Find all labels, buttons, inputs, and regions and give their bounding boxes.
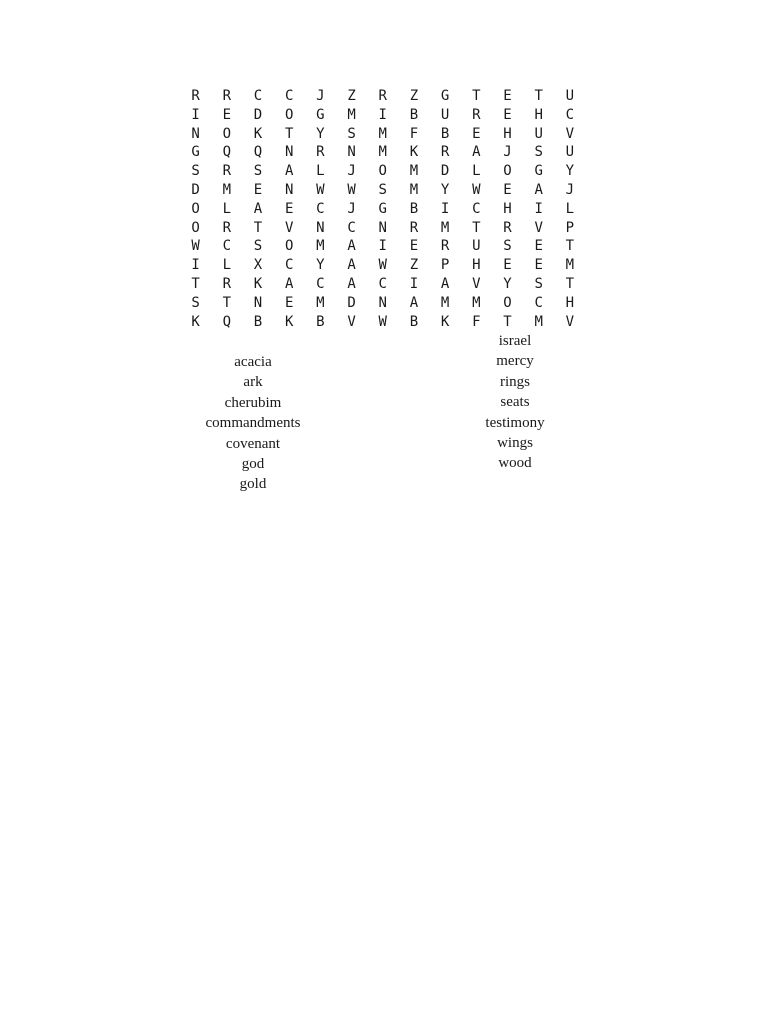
word-item: commandments	[205, 415, 301, 432]
grid-letter: N	[378, 219, 387, 236]
grid-letter: M	[440, 294, 450, 311]
grid-letter: T	[472, 219, 481, 236]
grid-letter: Y	[316, 257, 325, 274]
grid-letter: T	[503, 313, 512, 330]
grid-letter: M	[316, 294, 325, 311]
grid-letter: S	[534, 275, 543, 292]
grid-letter: H	[503, 125, 512, 142]
grid-letter: O	[191, 200, 200, 217]
grid-letter: Y	[565, 163, 575, 180]
grid-letter: B	[409, 200, 419, 217]
grid-letter: R	[409, 219, 419, 236]
grid-letter: S	[534, 144, 543, 161]
grid-letter: O	[284, 238, 294, 255]
grid-letter: A	[347, 257, 356, 274]
grid-letter: C	[378, 275, 387, 292]
grid-letter: K	[284, 313, 294, 330]
grid-letter: L	[565, 200, 575, 217]
grid-letter: U	[565, 88, 575, 104]
word-item: acacia	[234, 354, 272, 370]
word-item: wings	[497, 434, 533, 451]
grid-letter: M	[409, 181, 419, 198]
grid-letter: N	[284, 144, 294, 161]
grid-letter: S	[191, 294, 200, 311]
grid-letter: I	[378, 106, 387, 123]
grid-letter: T	[534, 88, 543, 104]
grid-letter: C	[565, 106, 575, 123]
grid-letter: M	[472, 294, 481, 311]
grid-letter: Z	[347, 88, 356, 104]
grid-letter: L	[222, 257, 231, 274]
grid-letter: T	[222, 294, 231, 311]
grid-letter: E	[253, 181, 263, 198]
grid-letter: W	[472, 181, 481, 198]
grid-letter: W	[378, 257, 387, 274]
grid-letter: H	[565, 294, 575, 311]
grid-letter: I	[409, 275, 419, 292]
grid-letter: G	[440, 88, 450, 104]
grid-letter: K	[409, 144, 419, 161]
grid-letter: R	[440, 238, 450, 255]
grid-letter: K	[191, 313, 200, 330]
grid-letter: I	[440, 200, 450, 217]
grid-letter: E	[284, 200, 294, 217]
grid-letter: E	[284, 294, 294, 311]
grid-letter: R	[503, 219, 512, 236]
grid-letter: D	[253, 106, 263, 123]
word-item: israel	[498, 333, 532, 349]
grid-letter: J	[347, 163, 356, 180]
grid-letter: R	[222, 275, 231, 292]
grid-letter: S	[378, 181, 387, 198]
grid-letter: L	[316, 163, 325, 180]
grid-letter: M	[565, 257, 575, 274]
word-item: cherubim	[224, 394, 282, 411]
grid-row	[180, 87, 586, 106]
grid-letter: U	[440, 106, 450, 123]
grid-letter: S	[253, 238, 263, 255]
word-item: seats	[500, 394, 530, 411]
grid-letter: R	[222, 163, 231, 180]
grid-letter: O	[503, 163, 512, 180]
word-item: testimony	[485, 414, 545, 431]
grid-letter: D	[347, 294, 356, 311]
grid-letter: V	[565, 125, 575, 142]
grid-letter: H	[534, 106, 543, 123]
grid-letter: H	[472, 257, 481, 274]
grid-letter: Z	[409, 88, 419, 104]
grid-letter: Y	[503, 275, 512, 292]
grid-letter: I	[534, 200, 543, 217]
grid-letter: I	[378, 238, 387, 255]
grid-letter: Y	[440, 181, 450, 198]
word-item: rings	[500, 373, 530, 390]
grid-letter: D	[440, 163, 450, 180]
grid-letter: W	[347, 181, 356, 198]
grid-letter: K	[253, 125, 263, 142]
grid-row	[180, 275, 586, 294]
grid-letter: N	[191, 125, 200, 142]
grid-letter: E	[222, 106, 231, 123]
grid-letter: R	[472, 106, 481, 123]
grid-letter: T	[565, 275, 575, 292]
grid-letter: C	[284, 88, 294, 104]
grid-letter: D	[191, 181, 200, 198]
grid-letter: O	[284, 106, 294, 123]
word-item: mercy	[496, 353, 534, 370]
grid-letter: V	[472, 275, 481, 292]
grid-row	[180, 313, 586, 332]
grid-letter: R	[378, 88, 387, 104]
grid-letter: A	[253, 200, 263, 217]
grid-letter: W	[378, 313, 387, 330]
grid-letter: E	[503, 88, 512, 104]
grid-row	[180, 125, 586, 144]
grid-letter: T	[191, 275, 200, 292]
grid-letter: J	[503, 144, 512, 161]
grid-row	[180, 162, 586, 181]
grid-letter: A	[284, 275, 294, 292]
grid-letter: M	[409, 163, 419, 180]
grid-letter: T	[565, 238, 575, 255]
grid-letter: O	[191, 219, 200, 236]
grid-letter: C	[472, 200, 481, 217]
grid-letter: A	[347, 238, 356, 255]
grid-letter: G	[191, 144, 200, 161]
grid-letter: B	[440, 125, 450, 142]
grid-letter: S	[347, 125, 356, 142]
grid-letter: R	[222, 219, 231, 236]
grid-letter: S	[253, 163, 263, 180]
grid-letter: C	[253, 88, 263, 104]
grid-letter: N	[284, 181, 294, 198]
grid-row	[180, 106, 586, 125]
word-item: ark	[243, 374, 263, 391]
grid-letter: R	[191, 88, 200, 104]
grid-letter: A	[284, 163, 294, 180]
word-list-right	[445, 331, 585, 474]
grid-letter: R	[440, 144, 450, 161]
grid-letter: Y	[316, 125, 325, 142]
grid-letter: Z	[409, 257, 419, 274]
grid-row	[180, 256, 586, 275]
word-list-left	[183, 352, 323, 495]
grid-letter: M	[534, 313, 543, 330]
grid-letter: A	[409, 294, 419, 311]
grid-letter: E	[503, 257, 512, 274]
grid-letter: G	[378, 200, 387, 217]
grid-letter: A	[347, 275, 356, 292]
grid-letter: O	[503, 294, 512, 311]
grid-letter: L	[472, 163, 481, 180]
grid-letter: J	[316, 88, 325, 104]
word-item: covenant	[225, 435, 281, 452]
grid-letter: C	[316, 200, 325, 217]
grid-letter: H	[503, 200, 512, 217]
grid-letter: O	[378, 163, 387, 180]
grid-letter: C	[284, 257, 294, 274]
grid-letter: V	[534, 219, 543, 236]
grid-letter: N	[253, 294, 263, 311]
grid-letter: N	[316, 219, 325, 236]
grid-letter: I	[191, 106, 200, 123]
grid-letter: R	[222, 88, 231, 104]
grid-letter: N	[378, 294, 387, 311]
grid-row	[180, 200, 586, 219]
grid-letter: K	[253, 275, 263, 292]
word-item: wood	[498, 455, 532, 472]
grid-letter: Q	[222, 144, 231, 161]
grid-letter: G	[534, 163, 543, 180]
grid-letter: J	[347, 200, 356, 217]
grid-letter: E	[409, 238, 419, 255]
grid-letter: M	[347, 106, 356, 123]
grid-letter: G	[316, 106, 325, 123]
grid-letter: T	[253, 219, 263, 236]
grid-letter: B	[409, 106, 419, 123]
grid-letter: B	[409, 313, 419, 330]
grid-letter: B	[253, 313, 263, 330]
grid-letter: S	[191, 163, 200, 180]
grid-letter: C	[222, 238, 231, 255]
grid-letter: X	[253, 257, 263, 274]
grid-letter: O	[222, 125, 231, 142]
grid-letter: V	[565, 313, 575, 330]
grid-letter: I	[191, 257, 200, 274]
grid-letter: T	[284, 125, 294, 142]
grid-letter: A	[472, 144, 481, 161]
grid-letter: P	[440, 257, 450, 274]
grid-letter: C	[347, 219, 356, 236]
grid-letter: K	[440, 313, 450, 330]
grid-letter: Q	[222, 313, 231, 330]
word-item: god	[241, 455, 265, 472]
grid-letter: M	[440, 219, 450, 236]
grid-letter: N	[347, 144, 356, 161]
grid-letter: T	[472, 88, 481, 104]
grid-letter: A	[534, 181, 543, 198]
grid-row	[180, 181, 586, 200]
grid-letter: U	[472, 238, 481, 255]
grid-letter: V	[347, 313, 356, 330]
word-item: gold	[239, 476, 267, 493]
grid-letter: E	[472, 125, 481, 142]
grid-letter: F	[472, 313, 481, 330]
grid-letter: E	[534, 257, 543, 274]
grid-letter: W	[316, 181, 325, 198]
grid-row	[180, 143, 586, 162]
grid-letter: B	[316, 313, 325, 330]
grid-letter: F	[409, 125, 419, 142]
grid-letter: R	[316, 144, 325, 161]
grid-row	[180, 294, 586, 313]
grid-letter: M	[378, 125, 387, 142]
grid-letter: U	[534, 125, 543, 142]
grid-letter: W	[191, 238, 200, 255]
grid-letter: C	[534, 294, 543, 311]
grid-letter: J	[565, 181, 575, 198]
grid-letter: E	[503, 181, 512, 198]
grid-letter: E	[503, 106, 512, 123]
grid-letter: U	[565, 144, 575, 161]
grid-letter: E	[534, 238, 543, 255]
grid-letter: S	[503, 238, 512, 255]
grid-letter: L	[222, 200, 231, 217]
grid-letter: V	[284, 219, 294, 236]
grid-letter: M	[316, 238, 325, 255]
grid-letter: M	[378, 144, 387, 161]
grid-letter: M	[222, 181, 231, 198]
grid-row	[180, 237, 586, 256]
grid-letter: Q	[253, 144, 263, 161]
letter-grid	[180, 87, 586, 331]
grid-letter: P	[565, 219, 575, 236]
grid-letter: A	[440, 275, 450, 292]
grid-row	[180, 219, 586, 238]
grid-letter: C	[316, 275, 325, 292]
